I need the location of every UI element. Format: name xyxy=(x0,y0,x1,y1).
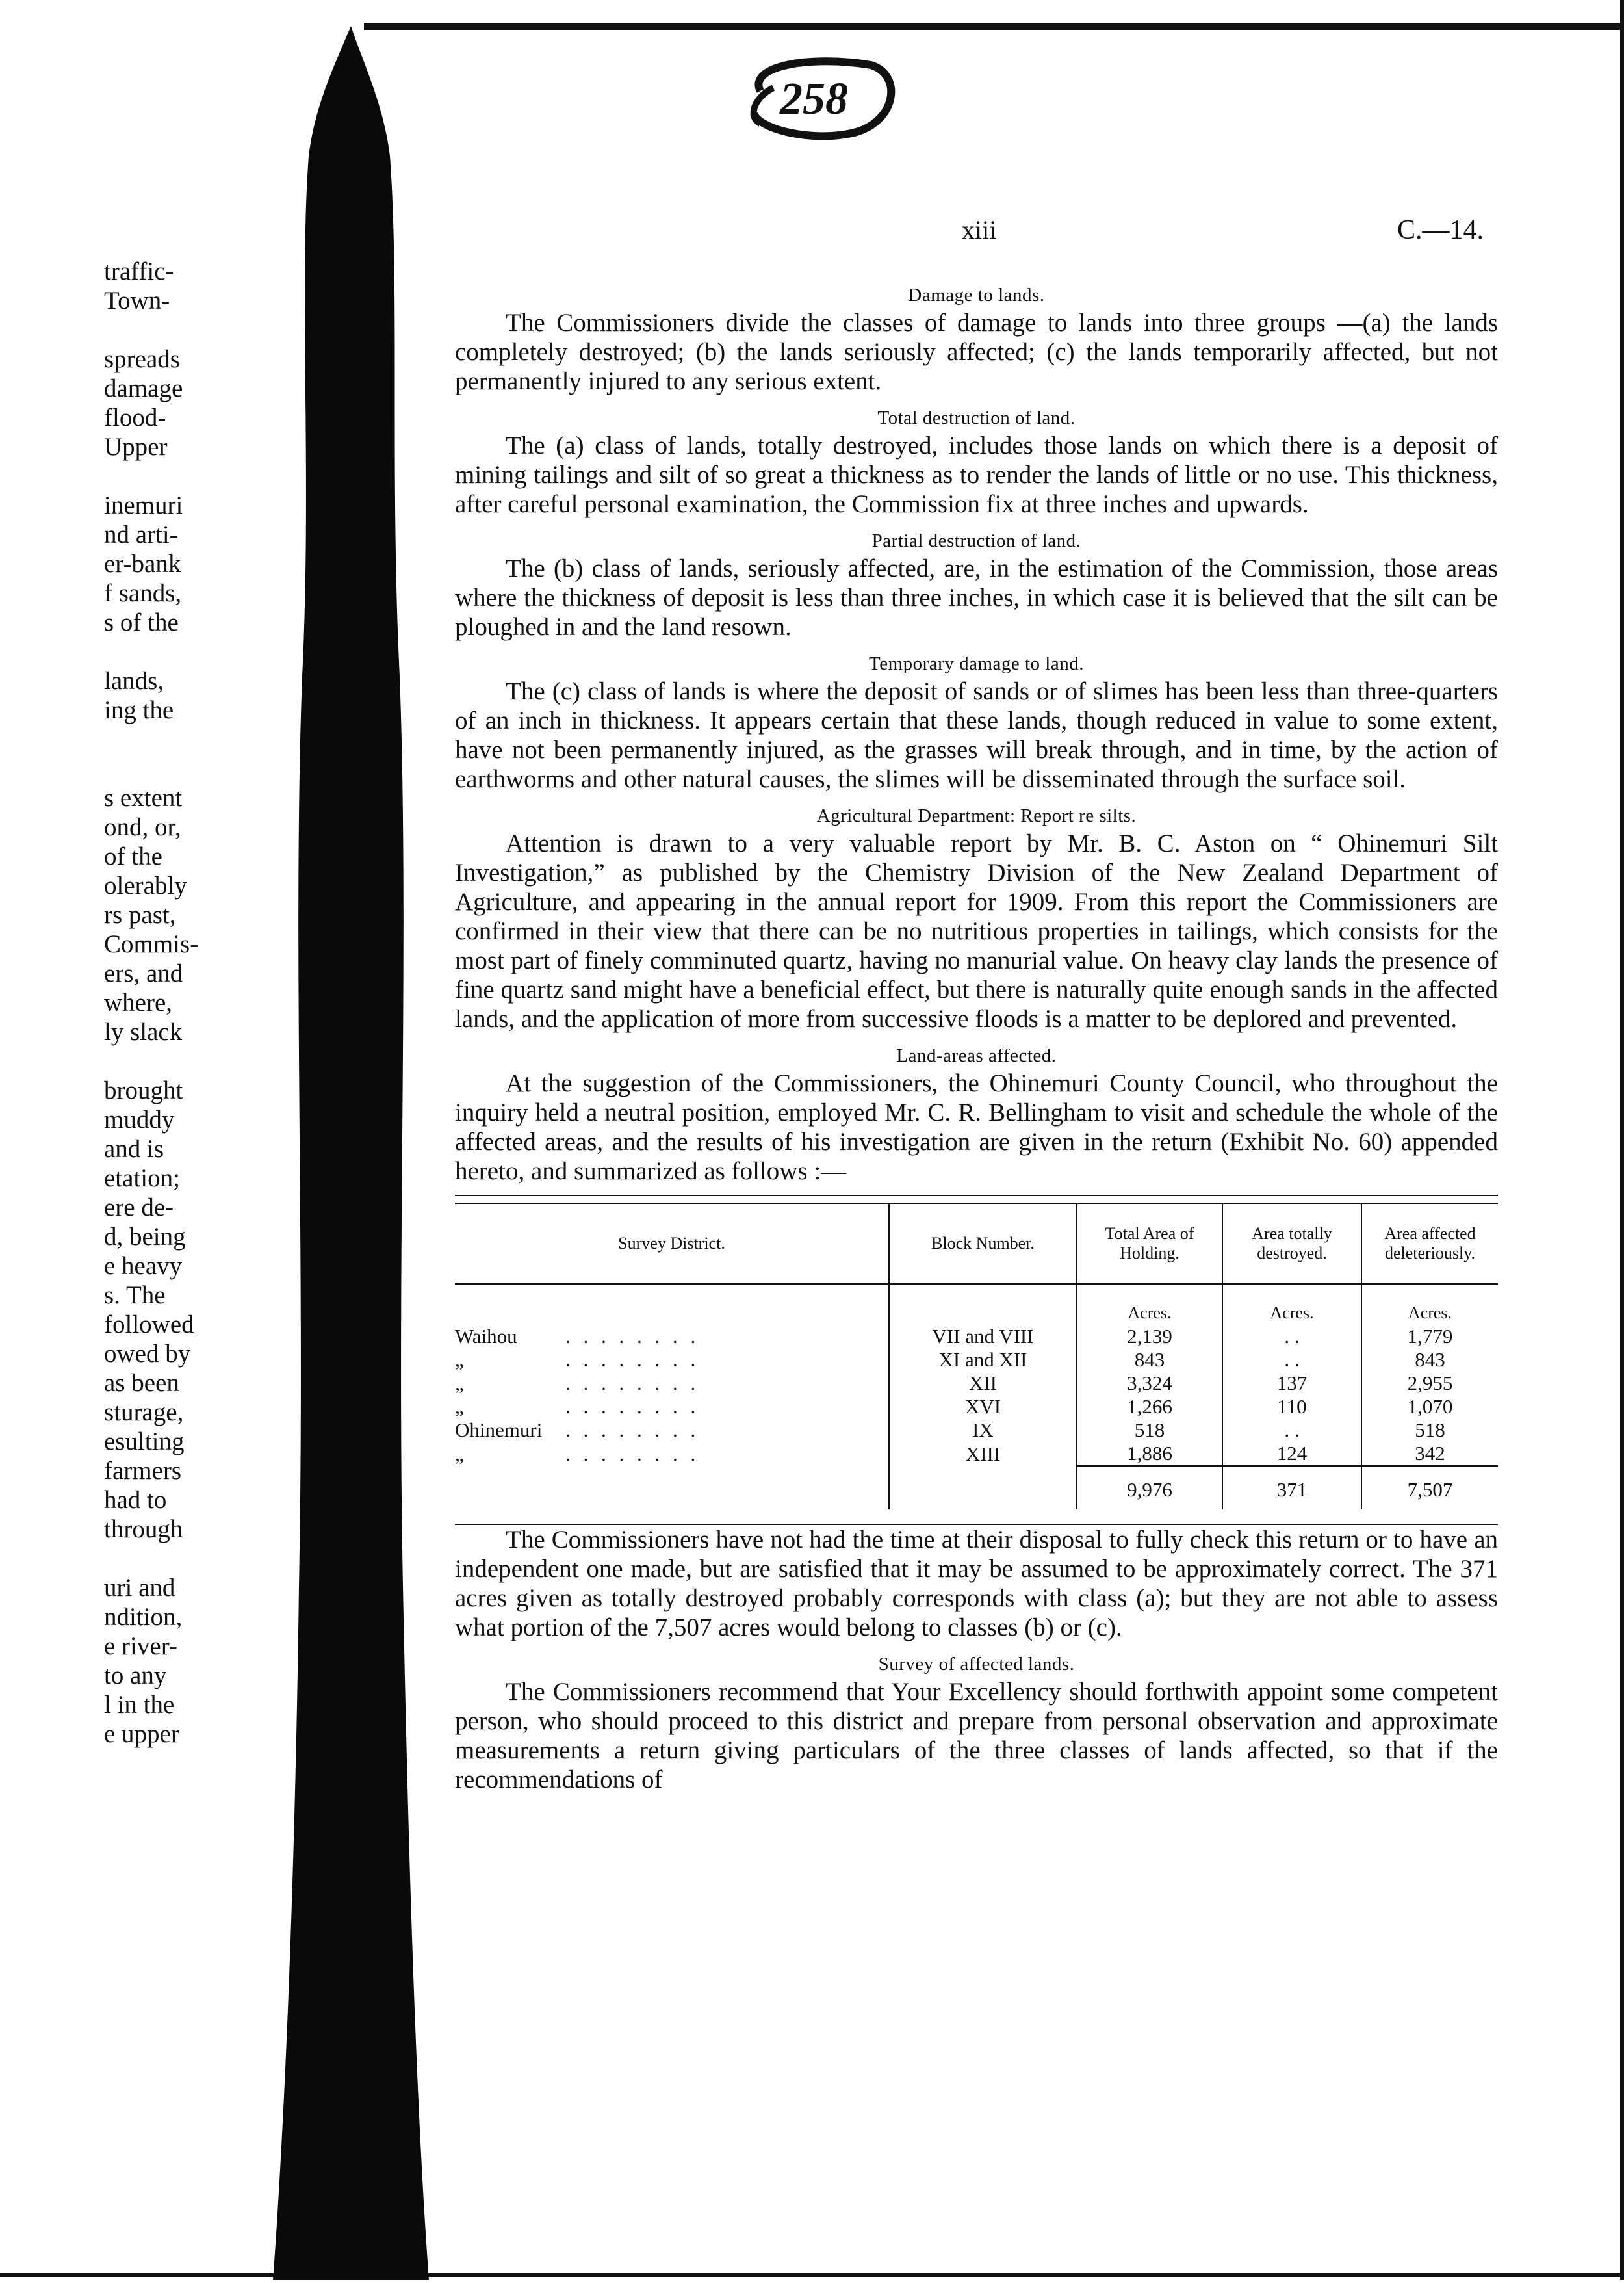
header-area-affected: Area affected deleteriously. xyxy=(1361,1203,1498,1284)
area-destroyed-cell: . . xyxy=(1222,1418,1361,1442)
header-area-destroyed: Area totally destroyed. xyxy=(1222,1203,1361,1284)
table-row xyxy=(455,1395,1498,1418)
district-cell xyxy=(455,1325,889,1348)
final-paragraph: The Commissioners recommend that Your Excellency should forthwith appoint some competent person, who should proceed to this district and prepare from personal observation and approximate measurements a return giving particulars of the three classes of lands affected, so that if the recommendations of xyxy=(455,1678,1498,1794)
section-paragraph: The (c) class of lands is where the deposit of sands or of slimes has been less than three-quarters of an inch in thickness. It appears certain that these lands, though reduced in value to some extent, have not been permanently injured, as the grasses will break through, and in time, by the action of earthworms and other natural causes, the slimes will be disseminated through the surface soil. xyxy=(455,677,1498,793)
margin-fragment: d, being xyxy=(104,1223,186,1251)
margin-gap xyxy=(104,462,218,491)
margin-fragment: e river- xyxy=(104,1632,177,1660)
total-area-cell: 1,886 xyxy=(1077,1442,1222,1466)
margin-fragment: olerably xyxy=(104,872,187,900)
top-edge-line xyxy=(364,23,1624,30)
units-cell xyxy=(889,1284,1077,1325)
margin-gap xyxy=(104,754,218,783)
land-areas-table-block xyxy=(455,1195,1498,1525)
handwritten-folio-number xyxy=(734,52,903,143)
district-name: „ xyxy=(455,1442,464,1465)
block-number-cell: XII xyxy=(889,1372,1077,1395)
area-destroyed-cell: 124 xyxy=(1222,1442,1361,1466)
area-affected-cell: 1,070 xyxy=(1407,1395,1453,1418)
margin-fragment: traffic- xyxy=(104,257,174,285)
sections-container xyxy=(455,282,1498,1186)
area-affected-cell: 2,955 xyxy=(1407,1372,1453,1394)
area-destroyed-cell: . . xyxy=(1222,1325,1361,1348)
table-row xyxy=(455,1325,1498,1348)
section-heading: Partial destruction of land. xyxy=(871,530,1081,551)
area-affected-sum: 7,507 xyxy=(1361,1466,1498,1509)
area-affected-cell: 342 xyxy=(1415,1442,1445,1465)
district-name: „ xyxy=(455,1395,464,1418)
binding-shadow xyxy=(260,26,442,2280)
units-cell: Acres. xyxy=(1408,1303,1452,1322)
margin-fragment: lands, xyxy=(104,667,164,695)
area-destroyed-cell: 137 xyxy=(1222,1372,1361,1395)
totals-blank-cell xyxy=(889,1466,1077,1509)
page-number: xiii xyxy=(962,215,997,244)
margin-gap xyxy=(104,637,218,666)
margin-fragment: s extent xyxy=(104,784,183,812)
area-affected-cell: 843 xyxy=(1415,1348,1445,1371)
margin-fragment: spreads xyxy=(104,345,180,373)
margin-fragment: farmers xyxy=(104,1457,182,1485)
margin-fragment: as been xyxy=(104,1369,179,1397)
leader-dots: . . . . . . . . xyxy=(565,1348,700,1371)
margin-fragment: ere de- xyxy=(104,1194,174,1221)
margin-fragment: l in the xyxy=(104,1691,175,1719)
leader-dots: . . . . . . . . xyxy=(565,1325,700,1348)
right-edge-line xyxy=(1620,0,1624,2280)
block-number-cell: IX xyxy=(889,1418,1077,1442)
after-table-paragraph: The Commissioners have not had the time at their disposal to fully check this return or to have an independent one made, but are satisfied that it may be assumed to be approximately correct. The 371 acres given as totally destroyed probably corresponds with class (a); but they are not able to assess what portion of the 7,507 acres would belong to classes (b) or (c). xyxy=(455,1526,1498,1641)
total-area-sum: 9,976 xyxy=(1077,1466,1222,1509)
margin-fragment: esulting xyxy=(104,1428,185,1455)
leader-dots: . . . . . . . . xyxy=(565,1372,700,1394)
district-cell xyxy=(455,1418,889,1442)
units-cell: Acres. xyxy=(1077,1284,1222,1325)
district-cell xyxy=(455,1372,889,1395)
margin-fragment: rs past, xyxy=(104,901,176,929)
header-total-area: Total Area of Holding. xyxy=(1077,1203,1222,1284)
district-name: „ xyxy=(455,1348,464,1371)
margin-fragment: of the xyxy=(104,842,162,870)
margin-fragment: damage xyxy=(104,374,183,402)
block-number-cell: XIII xyxy=(889,1442,1077,1466)
header-block-number: Block Number. xyxy=(889,1203,1077,1284)
margin-fragment: ond, or, xyxy=(104,813,181,841)
totals-row xyxy=(455,1466,1498,1509)
district-cell xyxy=(455,1442,889,1466)
adjacent-page-fragments xyxy=(104,257,218,1749)
section-heading: Land-areas affected. xyxy=(896,1045,1057,1066)
margin-fragment: had to xyxy=(104,1486,167,1514)
margin-fragment: ers, and xyxy=(104,959,183,987)
margin-fragment: e heavy xyxy=(104,1252,183,1280)
table-row xyxy=(455,1442,1498,1466)
margin-fragment: sturage, xyxy=(104,1398,184,1426)
margin-fragment: er-bank xyxy=(104,550,181,578)
margin-fragment: f sands, xyxy=(104,579,182,607)
table-header-row xyxy=(455,1203,1498,1284)
district-cell xyxy=(455,1395,889,1418)
margin-fragment: s of the xyxy=(104,608,179,636)
margin-fragment: and is xyxy=(104,1135,164,1163)
section-heading-survey: Survey of affected lands. xyxy=(878,1654,1075,1675)
total-area-cell: 518 xyxy=(1077,1418,1222,1442)
leader-dots: . . . . . . . . xyxy=(565,1395,700,1418)
block-number-cell: XI and XII xyxy=(889,1348,1077,1372)
bottom-edge-line xyxy=(0,2273,1624,2277)
section-heading: Agricultural Department: Report re silts. xyxy=(816,805,1137,826)
margin-fragment: ndition, xyxy=(104,1603,183,1631)
area-destroyed-cell: 110 xyxy=(1222,1395,1361,1418)
margin-fragment: s. The xyxy=(104,1281,166,1309)
section-paragraph: Attention is drawn to a very valuable report by Mr. B. C. Aston on “ Ohinemuri Silt Investigation,” as published by the Chemistry Division of the New Zealand Department of Agriculture, and appearing in the annual report for 1909. From this report the Commissioners are confirmed in their view that there can be no nutritious properties in tailings, which consists for the most part of finely comminuted quartz, having no manurial value. On heavy clay lands the presence of fine quartz sand might have a beneficial effect, but there is naturally quite enough sands in the affected lands, and the application of more from successive floods is a matter to be deplored and prevented. xyxy=(455,829,1498,1033)
total-area-cell: 1,266 xyxy=(1077,1395,1222,1418)
district-name: Ohinemuri xyxy=(455,1418,543,1441)
margin-gap xyxy=(104,315,218,345)
margin-fragment: where, xyxy=(104,989,173,1017)
units-row xyxy=(455,1284,1498,1325)
area-affected-cell: 1,779 xyxy=(1407,1325,1453,1348)
margin-fragment: Commis- xyxy=(104,930,199,958)
area-destroyed-sum: 371 xyxy=(1222,1466,1361,1509)
total-area-cell: 2,139 xyxy=(1077,1325,1222,1348)
margin-gap xyxy=(104,1047,218,1076)
document-reference: C.—14. xyxy=(1397,215,1484,245)
margin-fragment: brought xyxy=(104,1076,183,1104)
margin-fragment: ly slack xyxy=(104,1018,183,1046)
section-paragraph: The (b) class of lands, seriously affected, are, in the estimation of the Commission, those areas where the thickness of deposit is less than three inches, in which case it is believed that the silt can be ploughed in and the land resown. xyxy=(455,554,1498,641)
margin-fragment: etation; xyxy=(104,1164,180,1192)
block-number-cell: VII and VIII xyxy=(889,1325,1077,1348)
margin-fragment: followed xyxy=(104,1311,194,1338)
section-paragraph: The (a) class of lands, totally destroyed, includes those lands on which there is a deposit of mining tailings and silt of so great a thickness as to render the lands of little or no use. This thickness, after careful personal examination, the Commission fix at three inches and upwards. xyxy=(455,432,1498,518)
margin-fragment: Upper xyxy=(104,433,168,461)
block-number-cell: XVI xyxy=(889,1395,1077,1418)
area-affected-cell: 518 xyxy=(1415,1418,1445,1441)
leader-dots: . . . . . . . . xyxy=(565,1418,700,1441)
land-areas-table xyxy=(455,1203,1498,1509)
margin-gap xyxy=(104,725,218,754)
section-heading: Temporary damage to land. xyxy=(869,653,1084,674)
margin-fragment: owed by xyxy=(104,1340,191,1368)
margin-fragment: flood- xyxy=(104,404,166,432)
units-cell: Acres. xyxy=(1222,1284,1361,1325)
total-area-cell: 3,324 xyxy=(1077,1372,1222,1395)
margin-fragment: through xyxy=(104,1515,183,1543)
main-text-column xyxy=(455,273,1498,1794)
header-survey-district: Survey District. xyxy=(455,1203,889,1284)
margin-gap xyxy=(104,1544,218,1573)
total-area-cell: 843 xyxy=(1077,1348,1222,1372)
margin-fragment: to any xyxy=(104,1662,167,1689)
table-row xyxy=(455,1372,1498,1395)
table-row xyxy=(455,1418,1498,1442)
leader-dots: . . . . . . . . xyxy=(565,1442,700,1465)
district-name: Waihou xyxy=(455,1325,517,1348)
margin-fragment: ing the xyxy=(104,696,174,724)
margin-fragment: muddy xyxy=(104,1106,175,1134)
district-cell xyxy=(455,1348,889,1372)
folio-text: 258 xyxy=(780,74,848,124)
margin-fragment: nd arti- xyxy=(104,521,178,549)
district-name: „ xyxy=(455,1372,464,1394)
units-cell xyxy=(455,1284,889,1325)
section-paragraph: The Commissioners divide the classes of damage to lands into three groups —(a) the lands completely destroyed; (b) the lands seriously affected; (c) the lands temporarily affected, but not permanently injured to any serious extent. xyxy=(455,309,1498,395)
margin-fragment: e upper xyxy=(104,1720,179,1748)
section-paragraph: At the suggestion of the Commissioners, the Ohinemuri County Council, who throughout the inquiry held a neutral position, employed Mr. C. R. Bellingham to visit and schedule the whole of the affected areas, and the results of his investigation are given in the return (Exhibit No. 60) appended hereto, and summarized as follows :— xyxy=(455,1069,1498,1185)
totals-blank-cell xyxy=(455,1466,889,1509)
table-body xyxy=(455,1284,1498,1509)
area-destroyed-cell: . . xyxy=(1222,1348,1361,1372)
section-heading: Damage to lands. xyxy=(908,285,1045,306)
margin-fragment: uri and xyxy=(104,1574,175,1602)
handwritten-folio-icon xyxy=(734,52,903,143)
table-row xyxy=(455,1348,1498,1372)
margin-fragment: inemuri xyxy=(104,491,183,519)
margin-fragment: Town- xyxy=(104,287,170,315)
section-heading: Total destruction of land. xyxy=(877,408,1076,428)
